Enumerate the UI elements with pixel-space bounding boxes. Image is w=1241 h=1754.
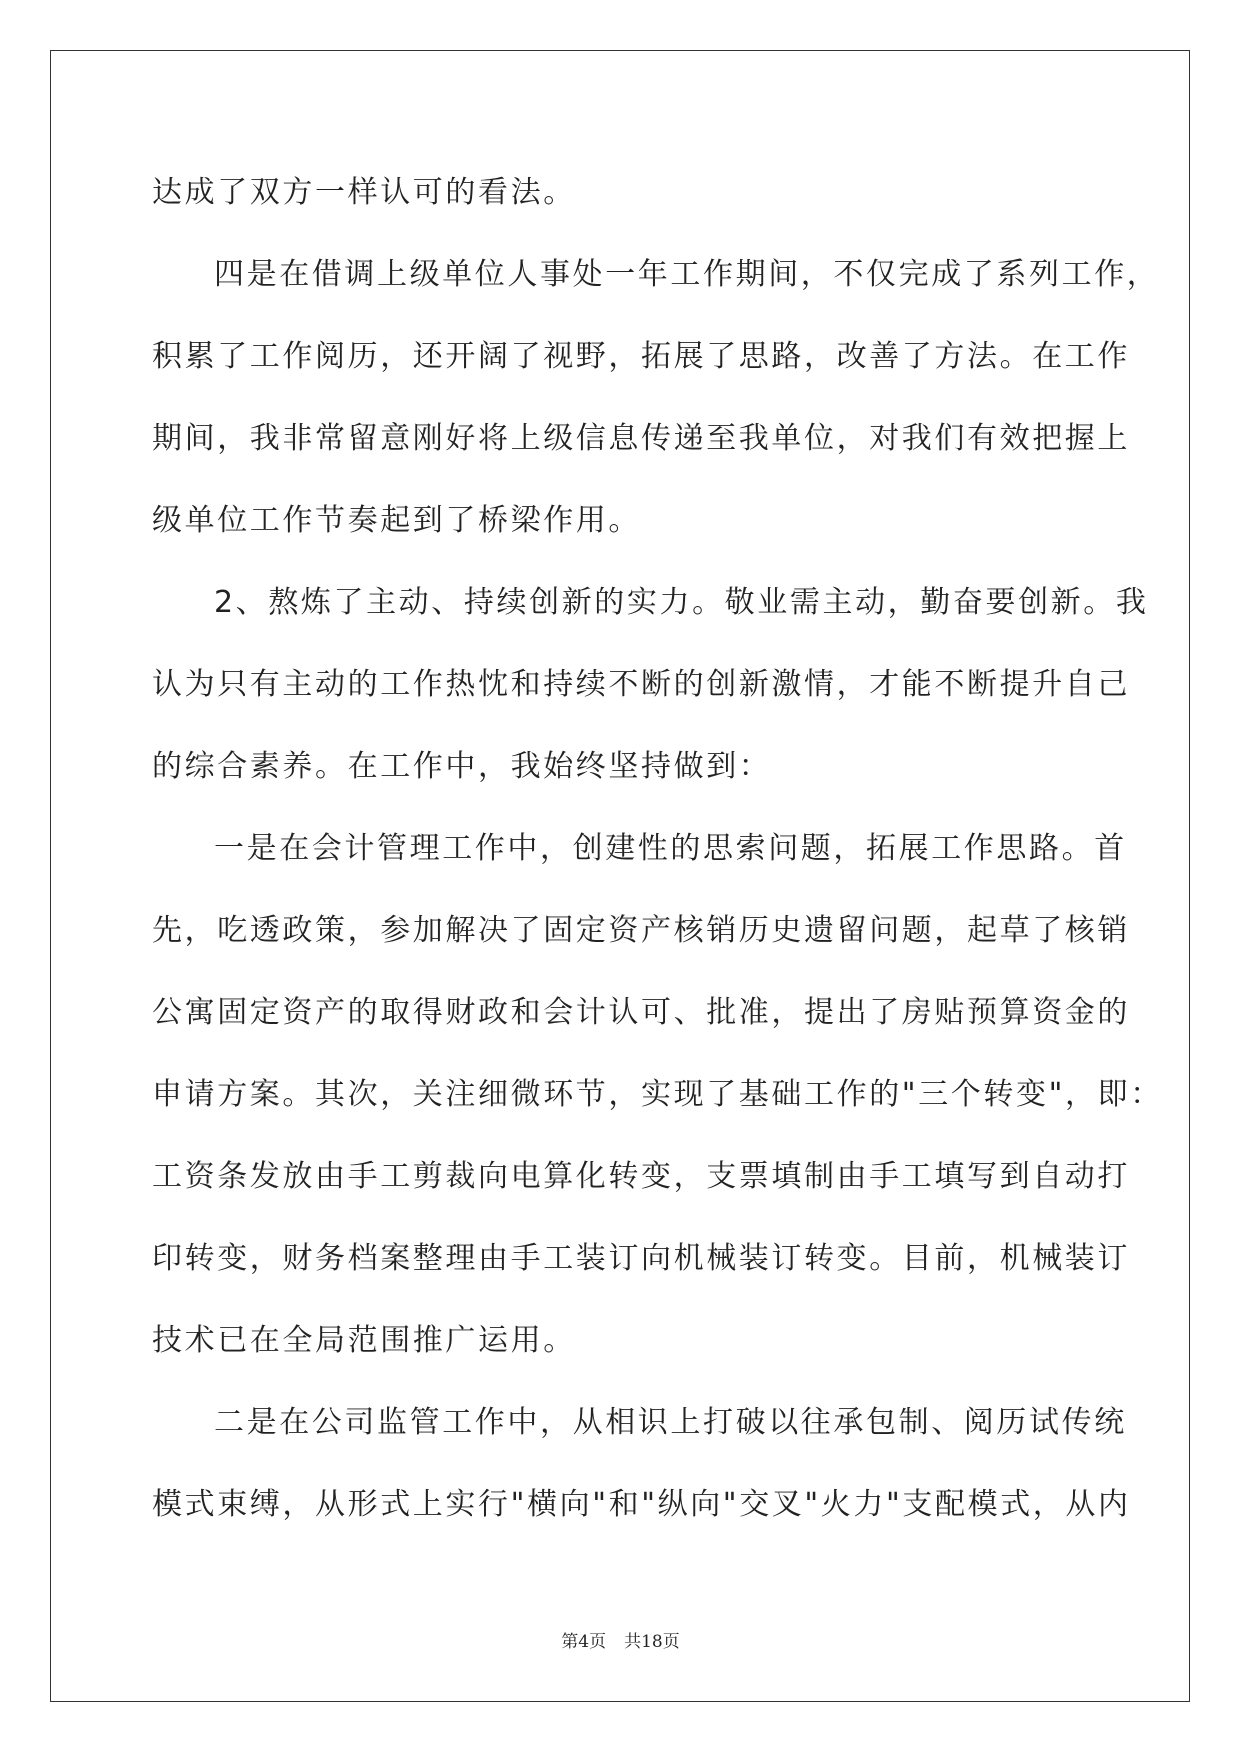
page-total: 共18页 — [624, 1632, 680, 1652]
text-line: 先，吃透政策，参加解决了固定资产核销历史遗留问题，起草了核销 — [152, 913, 1130, 948]
text-line: 认为只有主动的工作热忱和持续不断的创新激情，才能不断提升自己 — [152, 667, 1130, 702]
text-line: 印转变，财务档案整理由手工装订向机械装订转变。目前，机械装订 — [152, 1241, 1130, 1276]
text-line: 2、熬炼了主动、持续创新的实力。敬业需主动，勤奋要创新。我 — [214, 585, 1149, 620]
text-line: 四是在借调上级单位人事处一年工作期间，不仅完成了系列工作， — [214, 257, 1160, 292]
text-line: 期间，我非常留意刚好将上级信息传递至我单位，对我们有效把握上 — [152, 421, 1130, 456]
text-line: 公寓固定资产的取得财政和会计认可、批准，提出了房贴预算资金的 — [152, 995, 1130, 1030]
document-body — [152, 152, 1163, 1546]
text-line: 达成了双方一样认可的看法。 — [152, 175, 576, 210]
page-footer — [0, 1627, 1241, 1652]
text-line: 工资条发放由手工剪裁向电算化转变，支票填制由手工填写到自动打 — [152, 1159, 1130, 1194]
text-line: 技术已在全局范围推广运用。 — [152, 1323, 576, 1358]
text-line: 的综合素养。在工作中，我始终坚持做到： — [152, 749, 772, 784]
text-line: 积累了工作阅历，还开阔了视野，拓展了思路，改善了方法。在工作 — [152, 339, 1130, 374]
page-number: 第4页 — [561, 1632, 607, 1652]
text-line: 申请方案。其次，关注细微环节，实现了基础工作的"三个转变"，即： — [152, 1077, 1163, 1112]
text-line: 模式束缚，从形式上实行"横向"和"纵向"交叉"火力"支配模式，从内 — [152, 1487, 1131, 1522]
text-line: 一是在会计管理工作中，创建性的思索问题，拓展工作思路。首 — [214, 831, 1127, 866]
text-line: 二是在公司监管工作中，从相识上打破以往承包制、阅历试传统 — [214, 1405, 1127, 1440]
text-line: 级单位工作节奏起到了桥梁作用。 — [152, 503, 641, 538]
